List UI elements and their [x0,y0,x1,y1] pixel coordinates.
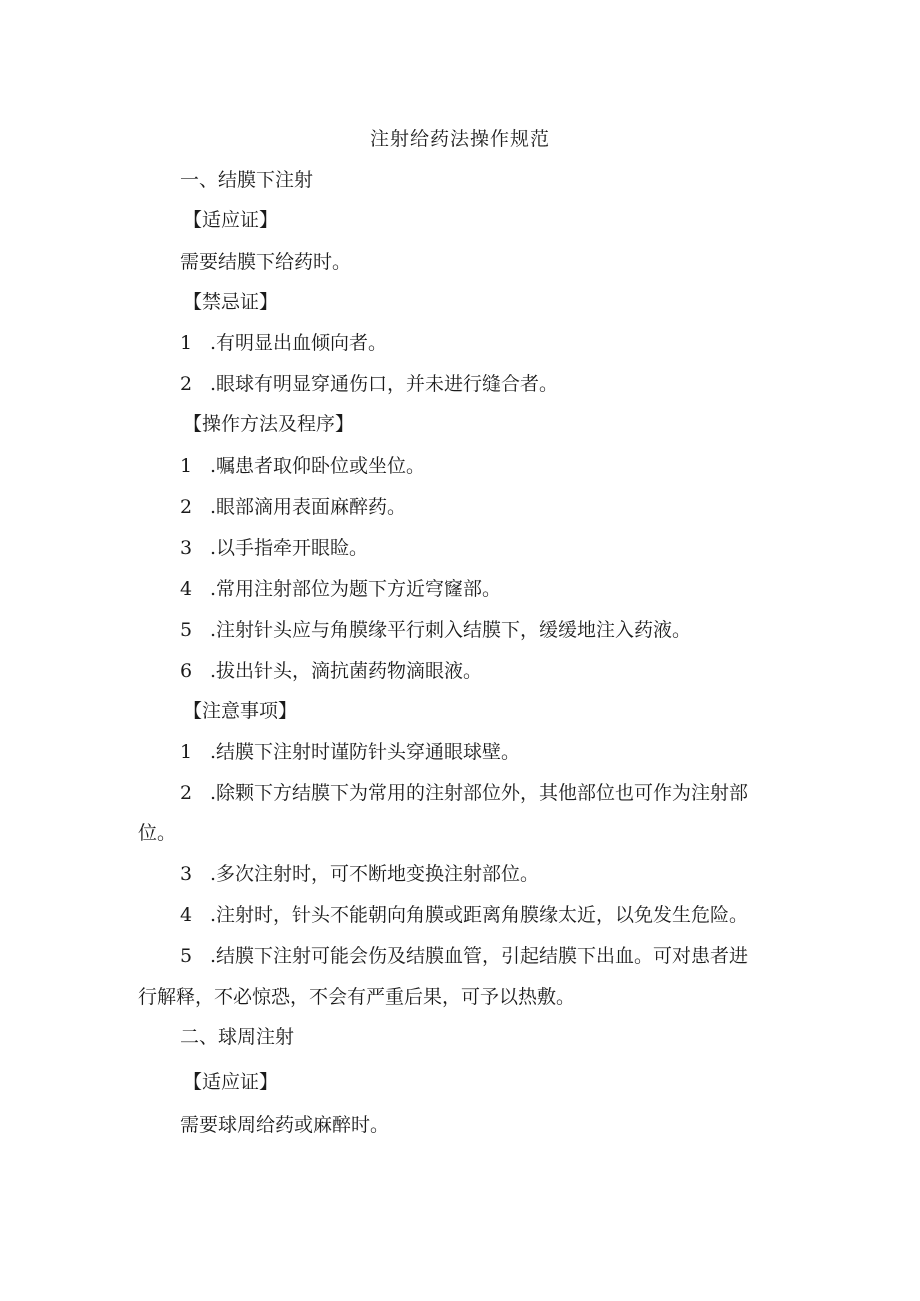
section-2-heading: 二、球周注射 [180,1026,295,1048]
notes-item [0,944,920,968]
procedure-item [0,659,920,683]
procedure-item [0,577,920,601]
item-text: .有明显出血倾向者。 [210,332,388,354]
notes-item [0,903,920,927]
procedure-item [0,454,920,478]
procedure-label: 【操作方法及程序】 [183,413,355,435]
item-number: 2 [180,782,193,804]
item-number: 3 [180,863,193,885]
notes-item [0,781,920,805]
item-text: .拔出针头，滴抗菌药物滴眼液。 [210,660,483,682]
item-number: 4 [180,578,193,600]
item-text: .结膜下注射可能会伤及结膜血管，引起结膜下出血。可对患者进 [210,945,749,967]
item-number: 5 [180,619,193,641]
item-number: 4 [180,904,193,926]
contraindication-item [0,331,920,355]
indication-text: 需要球周给药或麻醉时。 [180,1114,390,1136]
procedure-item [0,536,920,560]
item-text: .结膜下注射时谨防针头穿通眼球壁。 [210,741,521,763]
section-1-heading: 一、结膜下注射 [180,169,314,191]
notes-item [0,740,920,764]
item-text: .眼球有明显穿通伤口，并未进行缝合者。 [210,373,559,395]
procedure-item [0,495,920,519]
item-text: .注射针头应与角膜缘平行刺入结膜下，缓缓地注入药液。 [210,619,692,641]
notes-item-continuation: 行解释，不必惊恐，不会有严重后果，可予以热敷。 [138,986,576,1008]
notes-label: 【注意事项】 [183,700,298,722]
page-title: 注射给药法操作规范 [369,128,550,150]
indication-label: 【适应证】 [183,1071,279,1093]
item-text: .常用注射部位为题下方近穹窿部。 [210,578,502,600]
item-text: .以手指牵开眼睑。 [210,537,369,559]
item-number: 2 [180,496,193,518]
item-number: 6 [180,660,193,682]
item-number: 3 [180,537,193,559]
procedure-item [0,618,920,642]
item-text: .注射时，针头不能朝向角膜或距离角膜缘太近，以免发生危险。 [210,904,749,926]
item-text: .除颗下方结膜下为常用的注射部位外，其他部位也可作为注射部 [210,782,749,804]
contraindication-label: 【禁忌证】 [183,291,279,313]
indication-label: 【适应证】 [183,209,279,231]
item-text: .多次注射时，可不断地变换注射部位。 [210,863,540,885]
item-number: 1 [180,455,193,477]
item-number: 2 [180,373,193,395]
indication-text: 需要结膜下给药时。 [180,251,352,273]
item-number: 1 [180,741,193,763]
item-number: 1 [180,332,193,354]
item-text: .眼部滴用表面麻醉药。 [210,496,407,518]
item-number: 5 [180,945,193,967]
notes-item [0,862,920,886]
item-text: .嘱患者取仰卧位或坐位。 [210,455,426,477]
contraindication-item [0,372,920,396]
notes-item-continuation: 位。 [138,822,177,844]
